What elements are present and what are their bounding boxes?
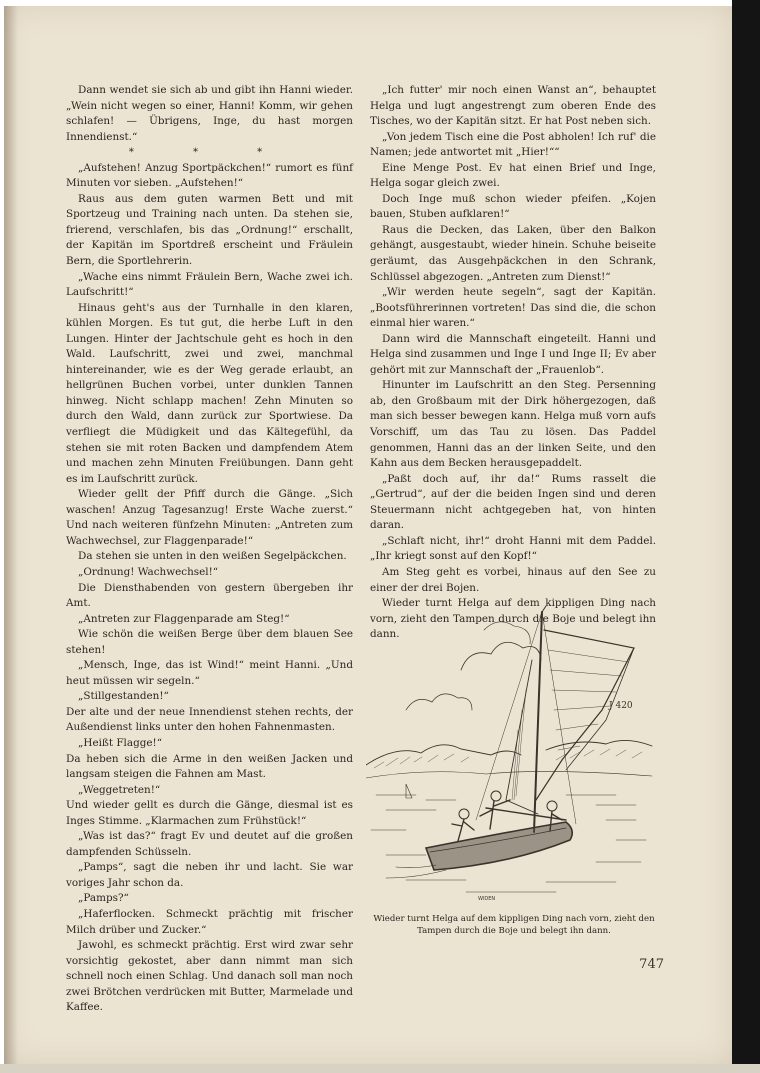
paragraph: „Paßt doch auf, ihr da!“ Rums rasselt die „Gertrud“, auf der die beiden Ingen sind und deren Steuermann nicht achtgegeben hat, von hinten daran. (370, 472, 656, 532)
illustration-caption: Wieder turnt Helga auf dem kippligen Ding nach vorn, zieht den Tampen durch die Boje und belegt ihn dann. (373, 914, 655, 936)
paragraph: „Haferflocken. Schmeckt prächtig mit frischer Milch drüber und Zucker.“ (66, 907, 353, 936)
paragraph: Da heben sich die Arme in den weißen Jacken und langsam steigen die Fahnen am Mast. (66, 752, 353, 781)
right-text-column (370, 83, 656, 643)
sail-number-label: J 420 (609, 701, 633, 711)
paragraph: Dann wird die Mannschaft eingeteilt. Hanni und Helga sind zusammen und Inge I und Inge II; Ev aber gehört mit zur Mannschaft der „Frauenlob“. (370, 332, 656, 376)
paragraph: „Schlaft nicht, ihr!“ droht Hanni mit dem Paddel. „Ihr kriegt sonst auf den Kopf!“ (370, 534, 656, 563)
paragraph: Am Steg geht es vorbei, hinaus auf den See zu einer der drei Bojen. (370, 565, 656, 594)
paragraph: „Von jedem Tisch eine die Post abholen! Ich ruf' die Namen; jede antwortet mit „Hier!““ (370, 130, 656, 159)
paragraph: Dann wendet sie sich ab und gibt ihn Hanni wieder. „Wein nicht wegen so einer, Hanni! Komm, wir gehen schlafen! — Übrigens, Inge, du hast morgen Innendienst.“ (66, 84, 353, 143)
section-break-asterism: * * * (128, 147, 291, 159)
paragraph: Raus aus dem guten warmen Bett und mit Sportzeug und Training nach unten. Da stehen sie, frierend, verschlafen, bis das „Ordnung!“ erschallt, der Kapitän im Sportdreß erscheint und Fräulein Bern, die Sportlehrerin. (66, 192, 353, 268)
paragraph: Hinunter im Laufschritt an den Steg. Persenning ab, den Großbaum mit der Dirk höhergezogen, daß man sich besser bewegen kann. Helga muß vorn aufs Vorschiff, um das Tau zu lösen. Das Paddel genommen, Hanni das an der linken Seite, und den Kahn aus dem Becken herausgepaddelt. (370, 379, 656, 470)
paragraph: Raus die Decken, das Laken, über den Balkon gehängt, ausgestaubt, wieder hinein. Schuhe beiseite geräumt, das Ausgehpäckchen in den Schrank, Schlüssel abgezogen. „Antreten zum Dienst!“ (370, 223, 656, 283)
paragraph: „Wache eins nimmt Fräulein Bern, Wache zwei ich. Laufschritt!“ (66, 270, 353, 299)
paragraph: „Heißt Flagge!“ (78, 736, 163, 749)
scan-bottom-edge (0, 1064, 760, 1073)
paragraph: Und wieder gellt es durch die Gänge, diesmal ist es Inges Stimme. „Klarmachen zum Frühstück!“ (66, 799, 353, 827)
sailboat-illustration (366, 600, 654, 905)
paragraph: Der alte und der neue Innendienst stehen rechts, der Außendienst links unter den hohen Fahnenmasten. (66, 705, 353, 734)
sailboat-illustration-icon (366, 600, 654, 905)
paragraph: „Weggetreten!“ (78, 783, 161, 796)
paragraph: „Stillgestanden!“ (78, 690, 169, 703)
paragraph: Hinaus geht's aus der Turnhalle in den klaren, kühlen Morgen. Es tut gut, die herbe Luft in den Lungen. Hinter der Jachtschule geht es hoch in den Wald. Laufschritt, zwei und zwei, manchmal hintereinander, wie es der Weg gerade erlaubt, an hellgrünen Buchen vorbei, unter dunklen Tannen hinweg. Nicht schlapp machen! Zehn Minuten so durch den Wald, dann zurück zur Sportwiese. Da verfliegt die Müdigkeit und das Kältegefühl, da stehen sie mit roten Backen und dampfendem Atem und machen zehn Minuten Freiübungen. Dann geht es im Laufschritt zurück. (66, 301, 353, 485)
illustrator-signature: WIDEN (478, 896, 496, 902)
spine-shadow (4, 6, 18, 1064)
paragraph: „Mensch, Inge, das ist Wind!“ meint Hanni. „Und heut müssen wir segeln.“ (66, 659, 353, 687)
paragraph: Wie schön die weißen Berge über dem blauen See stehen! (66, 628, 353, 656)
paragraph: „Wir werden heute segeln“, sagt der Kapitän. „Bootsführerinnen vortreten! Das sind die, die schon einmal hier waren.“ (370, 286, 656, 330)
paragraph: Wieder gellt der Pfiff durch die Gänge. „Sich waschen! Anzug Tagesanzug! Erste Wache zuerst.“ Und nach weiteren fünfzehn Minuten: „Antreten zum Wachwechsel, zur Flaggenparade!“ (66, 488, 353, 547)
paragraph: „Aufstehen! Anzug Sportpäckchen!“ rumort es fünf Minuten vor sieben. „Aufstehen!“ (66, 161, 353, 190)
scan-dark-edge (732, 0, 760, 1073)
paragraph: Eine Menge Post. Ev hat einen Brief und Inge, Helga sogar gleich zwei. (370, 161, 656, 190)
paragraph: Doch Inge muß schon wieder pfeifen. „Kojen bauen, Stuben aufklaren!“ (370, 192, 656, 221)
paragraph: Die Diensthabenden von gestern übergeben ihr Amt. (66, 581, 353, 610)
paragraph: „Pamps“, sagt die neben ihr und lacht. Sie war voriges Jahr schon da. (66, 861, 353, 889)
paragraph: Jawohl, es schmeckt prächtig. Erst wird zwar sehr vorsichtig gekostet, aber dann nimmt man sich schnell noch einen Schlag. Und danach soll man noch zwei Brötchen verdrücken mit Butter, Marmelade und Kaffee. (66, 939, 353, 1014)
paragraph: Da stehen sie unten in den weißen Segelpäckchen. (78, 550, 347, 563)
page-number: 747 (639, 957, 664, 972)
paragraph: „Ordnung! Wachwechsel!“ (78, 565, 219, 578)
paragraph: „Was ist das?“ fragt Ev und deutet auf die großen dampfenden Schüsseln. (66, 830, 353, 858)
paragraph: „Ich futter' mir noch einen Wanst an“, behauptet Helga und lugt angestrengt zum oberen Ende des Tisches, wo der Kapitän sitzt. Er hat Post neben sich. (370, 84, 656, 128)
paragraph: „Antreten zur Flaggenparade am Steg!“ (78, 612, 290, 625)
paragraph: Wieder turnt Helga auf dem kippligen Ding nach vorn, zieht den Tampen durch die Boje und belegt ihn dann. (370, 597, 656, 641)
paragraph: „Pamps?“ (78, 892, 129, 905)
left-text-column (66, 83, 353, 1016)
